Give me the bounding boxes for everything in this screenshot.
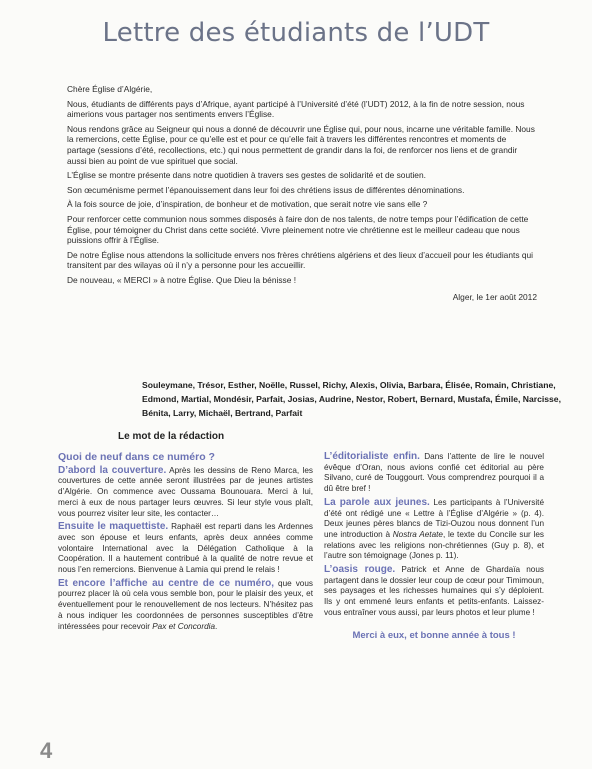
letter-paragraph: Nous rendons grâce au Seigneur qui nous a donné de découvrir une Église qui, pour nous, incarne une véritable famille. Nous la remercions, cette Église, pour ce qu’elle est et pour ce qu’elle fait à travers les différentes rencontres et moments de partage (sessions d’été, recollections, etc.) qui nous permettent de grandir dans la foi, de renforcer nos liens et de grandir aussi bien au point de vue spirituel que social.: [67, 123, 535, 166]
oasis-paragraph: [324, 565, 544, 619]
cover-text: Après les dessins de Reno Marca, les couvertures de cette année seront illustrées par de jeunes artistes d’Algérie. On commence avec Oussama Bounouara. Merci à lui, merci à eux de nous partager leurs œuvres. Si leur style vous plaît, vous pourrez visiter leur site, les contacter…: [58, 465, 313, 518]
poster-paragraph: [58, 579, 313, 633]
youth-text: Les participants à l’Université d’été ont rédigé une « Lettre à l’Église d’Algérie » (p. 4). Deux jeunes pères blancs de Tizi-Ouzou nous donnent l’un une introduction à: [324, 497, 544, 539]
redaction-column-right: [324, 452, 544, 644]
letter-paragraph: Nous, étudiants de différents pays d’Afrique, ayant participé à l’Université d’été (l’UDT) 2012, à la fin de notre session, nous aimerions vous partager nos sentiments envers l’Église.: [67, 98, 525, 120]
letter: [67, 84, 537, 306]
youth-paragraph: [324, 498, 544, 562]
youth-text-end: , le texte du Concile sur les relations avec les religions non-chrétiennes (Guy p. 8), et l’autre son témoignage (Jones p. 11).: [324, 529, 544, 561]
page-number: 4: [40, 738, 53, 763]
cover-paragraph: [58, 466, 313, 520]
editorial-lead: L’éditorialiste enfin.: [324, 451, 420, 462]
redaction-title: Le mot de la rédaction: [118, 431, 225, 442]
oasis-lead: L’oasis rouge.: [324, 564, 396, 576]
redaction-column-left: [58, 452, 313, 635]
letter-paragraph: Pour renforcer cette communion nous sommes disposés à faire don de nos talents, de notre temps pour l’édification de cette Église, pour témoigner du Christ dans cette société. Vivre pleinement notre vie chrétienne est le meilleur cadeau que nous puissions offrir à l’Église.: [67, 213, 529, 246]
letter-paragraph: De nouveau, « MERCI » à notre Église. Que Dieu la bénisse !: [67, 274, 297, 285]
oasis-text: Patrick et Anne de Ghardaïa nous partagent dans le dossier leur coup de cœur pour Timimoun, ses paysages et les richesses humaines qui s’y déploient. Ils y ont emmené leurs enfants et petits-enfants. Laissez-vous entraîner vous aussi, par leurs photos et leur plume !: [324, 565, 544, 617]
redaction-heading: Quoi de neuf dans ce numéro ?: [58, 451, 215, 463]
poster-text-end: .: [215, 621, 218, 631]
letter-paragraph: De notre Église nous attendons la sollicitude envers nos frères chrétiens algériens et des lieux d’accueil pour les étudiants qui transitent par des wilayas où il n’y a personne pour les accueillir.: [67, 249, 534, 271]
letter-salutation: Chère Église d’Algérie,: [67, 84, 153, 94]
youth-lead: La parole aux jeunes.: [324, 496, 430, 508]
journal-title: Pax et Concordia: [152, 621, 216, 631]
signatures: Souleymane, Trésor, Esther, Noëlle, Russel, Richy, Alexis, Olivia, Barbara, Élisée, Romain, Christiane, Edmond, Martial, Mondésir, Parfait, Josias, Audrine, Nestor, Robert, Bernard, Mustafa, Émile, Narcisse, Bénita, Larry, Michaël, Bertrand, Parfait: [142, 380, 561, 418]
editorial-text: Dans l’attente de lire le nouvel évêque d’Oran, nous avions confié cet éditorial au père Silvano, curé de Touggourt. Vous comprendrez pourquoi il a dû être bref !: [324, 452, 545, 494]
letter-paragraph: À la fois source de joie, d’inspiration, de bonheur et de motivation, que serait notre vie sans elle ?: [67, 199, 428, 210]
layout-paragraph: [58, 522, 313, 576]
page-title: Lettre des étudiants de l’UDT: [102, 18, 490, 48]
letter-paragraph: L’Église se montre présente dans notre quotidien à travers ses gestes de solidarité et de soutien.: [67, 170, 426, 181]
poster-text: que vous pourrez placer là où cela vous semble bon, pour le plaisir des yeux, et éventuellement pour le renouvellement de nos lecteurs. N’hésitez pas à nous indiquer les coordonnées de personnes susceptibles d’être intéressées pour recevoir: [58, 578, 313, 631]
closing-line: Merci à eux, et bonne année à tous !: [352, 629, 516, 641]
poster-lead: Et encore l’affiche au centre de ce numéro,: [58, 577, 275, 589]
layout-lead: Ensuite le maquettiste.: [58, 521, 169, 533]
cover-lead: D’abord la couverture.: [58, 464, 167, 476]
letter-paragraph: Son œcuménisme permet l’épanouissement dans leur foi des chrétiens issus de différentes dénominations.: [67, 184, 465, 195]
layout-text: Raphaël est reparti dans les Ardennes avec son épouse et leurs enfants, après deux années comme volontaire International avec la Délégation Catholique à la Coopération. Il a hautement contribué à la qualité de notre revue et nous l’en remercions. Bienvenue à Lamia qui prend le relais !: [58, 522, 313, 575]
letter-date: Alger, le 1er août 2012: [452, 291, 537, 302]
council-document: Nostra Aetate: [392, 529, 443, 539]
editorial-paragraph: [324, 452, 544, 495]
